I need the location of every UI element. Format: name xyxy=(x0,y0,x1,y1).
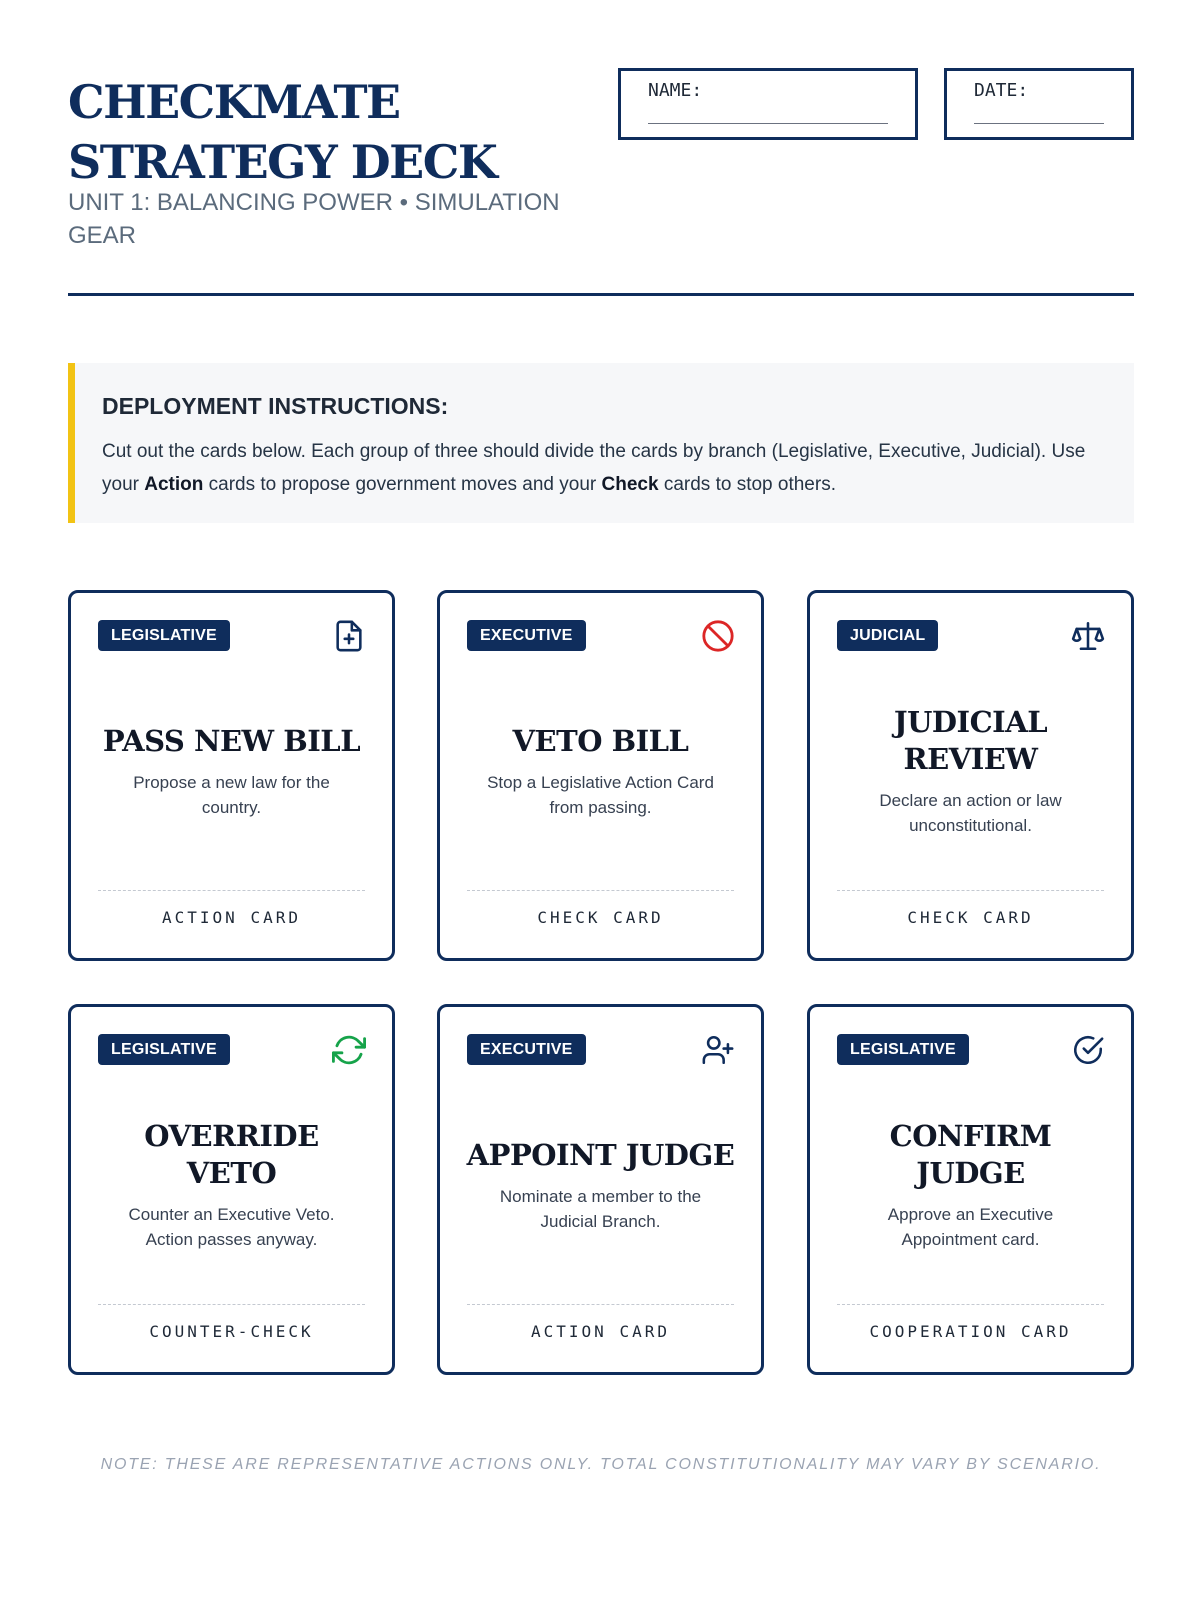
user-plus-icon xyxy=(701,1033,735,1067)
card-type-label: COOPERATION CARD xyxy=(869,1322,1072,1341)
card-divider xyxy=(467,1304,734,1305)
card-title: APPOINT JUDGE xyxy=(466,1137,735,1172)
card-description: Approve an Executive Appointment card. xyxy=(887,1205,1054,1249)
card-title: JUDICIAL REVIEW xyxy=(893,705,1048,776)
card-title: VETO BILL xyxy=(512,723,689,758)
card-type-label: ACTION CARD xyxy=(162,908,301,927)
card-divider xyxy=(98,890,365,891)
scales-icon xyxy=(1071,619,1105,653)
card-description: Counter an Executive Veto. Action passes anyway. xyxy=(128,1205,335,1249)
instructions-text-part-3: cards to stop others. xyxy=(658,474,836,495)
date-field-line xyxy=(974,123,1104,124)
instructions-text-part-1: Cut out the cards below. Each group of three should divide the cards by branch (Legislative, Executive, Judicial). Use your xyxy=(102,441,1086,495)
card-content xyxy=(95,665,368,877)
refresh-icon xyxy=(332,1033,366,1067)
card-divider xyxy=(98,1304,365,1305)
card-content xyxy=(95,1079,368,1291)
card-type-label: CHECK CARD xyxy=(537,908,664,927)
card-divider xyxy=(837,1304,1104,1305)
card-content xyxy=(464,665,737,877)
instructions-text xyxy=(102,435,1108,501)
card-judicial-review xyxy=(807,590,1134,961)
name-field-line xyxy=(648,123,888,124)
name-field-label: NAME: xyxy=(648,80,703,101)
header-divider xyxy=(68,293,1134,296)
date-field[interactable] xyxy=(944,68,1134,140)
instructions-heading: DEPLOYMENT INSTRUCTIONS: xyxy=(102,393,449,419)
card-description: Declare an action or law unconstitutional. xyxy=(879,791,1062,835)
card-title: OVERRIDE VETO xyxy=(144,1119,319,1190)
card-veto-bill xyxy=(437,590,764,961)
date-field-label: DATE: xyxy=(974,80,1029,101)
branch-badge: EXECUTIVE xyxy=(467,1034,586,1065)
page-title xyxy=(68,72,628,192)
card-divider xyxy=(837,890,1104,891)
name-field[interactable] xyxy=(618,68,918,140)
card-content xyxy=(834,665,1107,877)
card-type-label: COUNTER-CHECK xyxy=(149,1322,314,1341)
card-type-label: ACTION CARD xyxy=(531,1322,670,1341)
branch-badge: JUDICIAL xyxy=(837,620,938,651)
card-appoint-judge xyxy=(437,1004,764,1375)
page-title-line-2: STRATEGY DECK xyxy=(68,135,497,189)
card-divider xyxy=(467,890,734,891)
page-subtitle: UNIT 1: BALANCING POWER • SIMULATION GEAR xyxy=(68,189,560,249)
check-circle-icon xyxy=(1071,1033,1105,1067)
card-override-veto xyxy=(68,1004,395,1375)
ban-icon xyxy=(701,619,735,653)
card-description: Stop a Legislative Action Card from passing. xyxy=(487,772,714,817)
page-title-line-1: CHECKMATE xyxy=(68,75,400,129)
instructions-check-keyword: Check xyxy=(601,474,659,495)
branch-badge: LEGISLATIVE xyxy=(98,620,230,651)
card-description: Nominate a member to the Judicial Branch. xyxy=(499,1186,702,1231)
worksheet-page xyxy=(68,0,1134,1600)
footer-note: NOTE: THESE ARE REPRESENTATIVE ACTIONS ONLY. TOTAL CONSTITUTIONALITY MAY VARY BY SCENARIO. xyxy=(100,1456,1102,1473)
branch-badge: LEGISLATIVE xyxy=(837,1034,969,1065)
instructions-text-part-2: cards to propose government moves and your xyxy=(203,474,602,495)
card-title: CONFIRM JUDGE xyxy=(889,1119,1052,1190)
file-plus-icon xyxy=(332,619,366,653)
card-pass-new-bill xyxy=(68,590,395,961)
card-content xyxy=(834,1079,1107,1291)
instructions-panel xyxy=(68,363,1134,523)
instructions-action-keyword: Action xyxy=(144,474,204,495)
branch-badge: EXECUTIVE xyxy=(467,620,586,651)
card-description: Propose a new law for the country. xyxy=(133,772,330,817)
branch-badge: LEGISLATIVE xyxy=(98,1034,230,1065)
card-title: PASS NEW BILL xyxy=(102,723,361,758)
card-confirm-judge xyxy=(807,1004,1134,1375)
card-content xyxy=(464,1079,737,1291)
card-type-label: CHECK CARD xyxy=(907,908,1034,927)
